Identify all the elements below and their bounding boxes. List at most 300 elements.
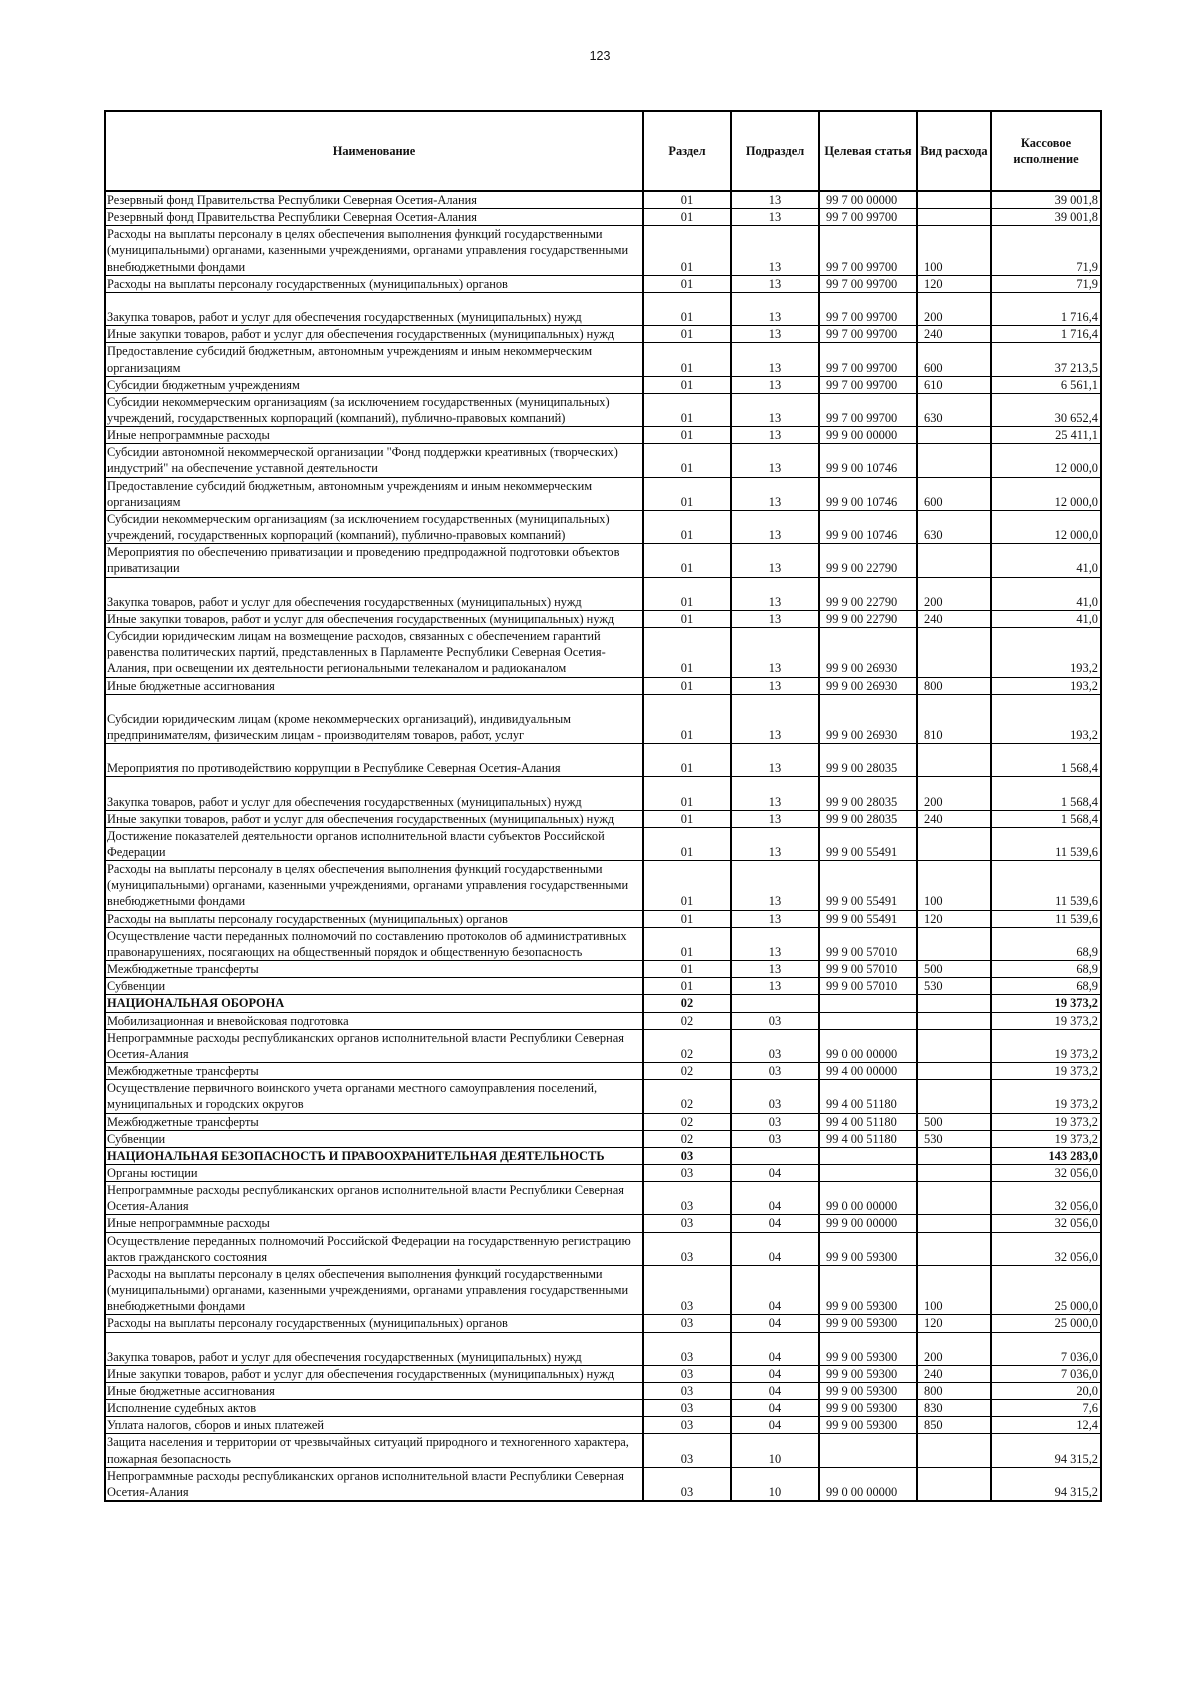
cell-expense-type: 100	[917, 226, 991, 275]
cell-expense-type: 120	[917, 275, 991, 292]
table-row	[105, 827, 1101, 860]
table-row	[105, 1147, 1101, 1164]
cell-section: 02	[643, 1113, 731, 1130]
cell-name: Достижение показателей деятельности органов исполнительной власти субъектов Российской Федерации	[105, 827, 643, 860]
cell-execution: 94 315,2	[991, 1434, 1101, 1467]
cell-section: 01	[643, 577, 731, 610]
cell-target-article: 99 9 00 28035	[819, 744, 917, 777]
cell-subsection: 13	[731, 427, 819, 444]
cell-expense-type	[917, 544, 991, 577]
table-row	[105, 275, 1101, 292]
cell-section: 02	[643, 1080, 731, 1113]
cell-target-article: 99 9 00 26930	[819, 694, 917, 743]
cell-expense-type: 240	[917, 610, 991, 627]
cell-section: 01	[643, 209, 731, 226]
cell-expense-type: 830	[917, 1400, 991, 1417]
cell-expense-type: 500	[917, 1113, 991, 1130]
cell-name: Межбюджетные трансферты	[105, 1063, 643, 1080]
table-body	[105, 191, 1101, 1501]
cell-expense-type: 810	[917, 694, 991, 743]
cell-expense-type	[917, 427, 991, 444]
cell-target-article	[819, 995, 917, 1012]
cell-section: 01	[643, 978, 731, 995]
table-row	[105, 961, 1101, 978]
cell-subsection: 04	[731, 1265, 819, 1314]
cell-name: Иные непрограммные расходы	[105, 1215, 643, 1232]
cell-subsection: 04	[731, 1315, 819, 1332]
cell-section: 01	[643, 961, 731, 978]
cell-subsection: 13	[731, 376, 819, 393]
cell-target-article: 99 9 00 55491	[819, 910, 917, 927]
cell-section: 01	[643, 677, 731, 694]
cell-expense-type: 240	[917, 1365, 991, 1382]
table-row	[105, 343, 1101, 376]
cell-section: 01	[643, 444, 731, 477]
cell-execution: 37 213,5	[991, 343, 1101, 376]
cell-section: 01	[643, 610, 731, 627]
table-row	[105, 1130, 1101, 1147]
header-section: Раздел	[643, 111, 731, 191]
cell-name: Закупка товаров, работ и услуг для обеспечения государственных (муниципальных) нужд	[105, 777, 643, 810]
cell-section: 01	[643, 376, 731, 393]
cell-subsection: 13	[731, 343, 819, 376]
table-row	[105, 1012, 1101, 1029]
cell-subsection: 03	[731, 1113, 819, 1130]
table-row	[105, 1434, 1101, 1467]
cell-section: 01	[643, 628, 731, 677]
cell-execution: 12 000,0	[991, 444, 1101, 477]
cell-expense-type	[917, 628, 991, 677]
cell-name: Межбюджетные трансферты	[105, 961, 643, 978]
cell-subsection: 13	[731, 677, 819, 694]
table-row	[105, 510, 1101, 543]
cell-name: Субвенции	[105, 978, 643, 995]
table-row	[105, 544, 1101, 577]
table-row	[105, 1182, 1101, 1215]
table-row	[105, 1029, 1101, 1062]
cell-subsection: 13	[731, 961, 819, 978]
cell-execution: 1 568,4	[991, 777, 1101, 810]
cell-section: 01	[643, 744, 731, 777]
cell-expense-type: 200	[917, 292, 991, 325]
cell-subsection: 04	[731, 1164, 819, 1181]
cell-name: Субсидии юридическим лицам (кроме некоммерческих организаций), индивидуальным предпринимателям, физическим лицам - производителям товаров, работ, услуг	[105, 694, 643, 743]
cell-target-article: 99 9 00 59300	[819, 1365, 917, 1382]
cell-expense-type	[917, 827, 991, 860]
cell-target-article: 99 9 00 10746	[819, 477, 917, 510]
table-row	[105, 1332, 1101, 1365]
cell-name: Расходы на выплаты персоналу государственных (муниципальных) органов	[105, 910, 643, 927]
cell-subsection: 13	[731, 577, 819, 610]
cell-section: 02	[643, 1012, 731, 1029]
cell-section: 03	[643, 1434, 731, 1467]
cell-execution: 7 036,0	[991, 1332, 1101, 1365]
cell-section: 03	[643, 1400, 731, 1417]
table-row	[105, 995, 1101, 1012]
cell-expense-type: 800	[917, 677, 991, 694]
cell-subsection: 13	[731, 444, 819, 477]
cell-name: Субсидии некоммерческим организациям (за исключением государственных (муниципальных) учреждений, государственных корпораций (компаний), публично-правовых компаний)	[105, 393, 643, 426]
cell-subsection: 13	[731, 777, 819, 810]
cell-subsection: 13	[731, 326, 819, 343]
cell-subsection: 13	[731, 910, 819, 927]
cell-execution: 19 373,2	[991, 995, 1101, 1012]
cell-execution: 71,9	[991, 226, 1101, 275]
cell-section: 03	[643, 1315, 731, 1332]
cell-execution: 68,9	[991, 927, 1101, 960]
cell-subsection: 04	[731, 1215, 819, 1232]
cell-expense-type: 630	[917, 393, 991, 426]
cell-name: Резервный фонд Правительства Республики Северная Осетия-Алания	[105, 191, 643, 209]
cell-target-article	[819, 1147, 917, 1164]
cell-execution: 71,9	[991, 275, 1101, 292]
cell-target-article: 99 7 00 99700	[819, 393, 917, 426]
cell-expense-type	[917, 444, 991, 477]
table-row	[105, 677, 1101, 694]
table-row	[105, 326, 1101, 343]
cell-target-article: 99 9 00 59300	[819, 1400, 917, 1417]
cell-section: 03	[643, 1215, 731, 1232]
cell-target-article: 99 4 00 51180	[819, 1113, 917, 1130]
table-row	[105, 1215, 1101, 1232]
cell-target-article: 99 9 00 59300	[819, 1332, 917, 1365]
cell-section: 03	[643, 1182, 731, 1215]
cell-target-article: 99 9 00 59300	[819, 1315, 917, 1332]
cell-section: 01	[643, 777, 731, 810]
cell-subsection: 10	[731, 1434, 819, 1467]
cell-subsection: 13	[731, 393, 819, 426]
cell-name: Иные закупки товаров, работ и услуг для обеспечения государственных (муниципальных) нужд	[105, 610, 643, 627]
cell-section: 01	[643, 343, 731, 376]
cell-subsection: 13	[731, 477, 819, 510]
cell-expense-type: 100	[917, 1265, 991, 1314]
cell-target-article: 99 9 00 59300	[819, 1232, 917, 1265]
cell-section: 02	[643, 1029, 731, 1062]
table-row	[105, 927, 1101, 960]
cell-subsection: 13	[731, 209, 819, 226]
cell-subsection: 04	[731, 1417, 819, 1434]
cell-target-article: 99 9 00 10746	[819, 444, 917, 477]
cell-name: Иные непрограммные расходы	[105, 427, 643, 444]
cell-subsection: 13	[731, 226, 819, 275]
cell-section: 01	[643, 226, 731, 275]
table-row	[105, 628, 1101, 677]
cell-expense-type	[917, 927, 991, 960]
cell-name: Иные закупки товаров, работ и услуг для обеспечения государственных (муниципальных) нужд	[105, 810, 643, 827]
cell-subsection: 13	[731, 927, 819, 960]
cell-subsection: 13	[731, 275, 819, 292]
cell-subsection: 03	[731, 1080, 819, 1113]
cell-expense-type: 120	[917, 910, 991, 927]
cell-subsection: 03	[731, 1029, 819, 1062]
cell-execution: 32 056,0	[991, 1182, 1101, 1215]
cell-name: Исполнение судебных актов	[105, 1400, 643, 1417]
cell-expense-type	[917, 1164, 991, 1181]
cell-execution: 193,2	[991, 628, 1101, 677]
cell-target-article	[819, 1012, 917, 1029]
cell-expense-type: 200	[917, 1332, 991, 1365]
cell-execution: 41,0	[991, 544, 1101, 577]
cell-execution: 32 056,0	[991, 1232, 1101, 1265]
cell-name: Расходы на выплаты персоналу государственных (муниципальных) органов	[105, 1315, 643, 1332]
cell-target-article: 99 7 00 00000	[819, 191, 917, 209]
table-row	[105, 444, 1101, 477]
cell-target-article: 99 9 00 00000	[819, 427, 917, 444]
cell-target-article: 99 9 00 26930	[819, 628, 917, 677]
cell-expense-type: 100	[917, 861, 991, 910]
cell-section: 01	[643, 393, 731, 426]
cell-name: Межбюджетные трансферты	[105, 1113, 643, 1130]
cell-execution: 30 652,4	[991, 393, 1101, 426]
cell-target-article: 99 0 00 00000	[819, 1029, 917, 1062]
table-row	[105, 910, 1101, 927]
cell-execution: 68,9	[991, 961, 1101, 978]
cell-section: 01	[643, 275, 731, 292]
cell-execution: 39 001,8	[991, 209, 1101, 226]
cell-subsection: 13	[731, 694, 819, 743]
cell-section: 02	[643, 1130, 731, 1147]
header-target-article: Целевая статья	[819, 111, 917, 191]
cell-target-article: 99 9 00 28035	[819, 777, 917, 810]
cell-execution: 193,2	[991, 677, 1101, 694]
cell-expense-type: 530	[917, 1130, 991, 1147]
cell-execution: 1 716,4	[991, 292, 1101, 325]
cell-name: Расходы на выплаты персоналу в целях обеспечения выполнения функций государственными (муниципальными) органами, казенными учреждениями, органами управления государственными внебюджетными фондами	[105, 861, 643, 910]
cell-section: 01	[643, 292, 731, 325]
cell-target-article: 99 4 00 51180	[819, 1130, 917, 1147]
table-row	[105, 393, 1101, 426]
cell-expense-type: 200	[917, 777, 991, 810]
cell-target-article: 99 9 00 59300	[819, 1382, 917, 1399]
cell-expense-type: 200	[917, 577, 991, 610]
cell-subsection: 13	[731, 810, 819, 827]
cell-expense-type: 600	[917, 343, 991, 376]
cell-subsection: 04	[731, 1365, 819, 1382]
cell-name: Иные бюджетные ассигнования	[105, 677, 643, 694]
cell-execution: 25 000,0	[991, 1315, 1101, 1332]
cell-expense-type: 600	[917, 477, 991, 510]
cell-name: Непрограммные расходы республиканских органов исполнительной власти Республики Северная Осетия-Алания	[105, 1467, 643, 1501]
cell-name: Субсидии юридическим лицам на возмещение расходов, связанных с обеспечением гарантий равенства политических партий, представленных в Парламенте Республики Северная Осетия-Алания, при освещении их деятельности региональными телеканалом и радиоканалом	[105, 628, 643, 677]
cell-section: 03	[643, 1147, 731, 1164]
cell-target-article: 99 9 00 00000	[819, 1215, 917, 1232]
cell-execution: 39 001,8	[991, 191, 1101, 209]
table-header-row	[105, 111, 1101, 191]
cell-execution: 94 315,2	[991, 1467, 1101, 1501]
cell-subsection: 13	[731, 191, 819, 209]
cell-execution: 32 056,0	[991, 1215, 1101, 1232]
cell-expense-type	[917, 1215, 991, 1232]
cell-name: Защита населения и территории от чрезвычайных ситуаций природного и техногенного характера, пожарная безопасность	[105, 1434, 643, 1467]
table-row	[105, 292, 1101, 325]
cell-execution: 11 539,6	[991, 827, 1101, 860]
cell-name: Закупка товаров, работ и услуг для обеспечения государственных (муниципальных) нужд	[105, 1332, 643, 1365]
cell-target-article: 99 9 00 28035	[819, 810, 917, 827]
cell-expense-type: 500	[917, 961, 991, 978]
cell-expense-type: 630	[917, 510, 991, 543]
cell-target-article: 99 9 00 57010	[819, 927, 917, 960]
cell-target-article: 99 7 00 99700	[819, 209, 917, 226]
cell-name: НАЦИОНАЛЬНАЯ БЕЗОПАСНОСТЬ И ПРАВООХРАНИТЕЛЬНАЯ ДЕЯТЕЛЬНОСТЬ	[105, 1147, 643, 1164]
cell-execution: 193,2	[991, 694, 1101, 743]
cell-section: 01	[643, 861, 731, 910]
cell-execution: 41,0	[991, 577, 1101, 610]
cell-subsection: 13	[731, 544, 819, 577]
cell-target-article: 99 9 00 57010	[819, 978, 917, 995]
cell-name: Расходы на выплаты персоналу в целях обеспечения выполнения функций государственными (муниципальными) органами, казенными учреждениями, органами управления государственными внебюджетными фондами	[105, 1265, 643, 1314]
cell-name: Предоставление субсидий бюджетным, автономным учреждениям и иным некоммерческим организациям	[105, 477, 643, 510]
cell-expense-type	[917, 1012, 991, 1029]
cell-name: Мероприятия по обеспечению приватизации и проведению предпродажной подготовки объектов приватизации	[105, 544, 643, 577]
cell-section: 01	[643, 927, 731, 960]
cell-execution: 19 373,2	[991, 1063, 1101, 1080]
cell-target-article: 99 9 00 59300	[819, 1417, 917, 1434]
cell-name: Закупка товаров, работ и услуг для обеспечения государственных (муниципальных) нужд	[105, 577, 643, 610]
cell-section: 01	[643, 544, 731, 577]
cell-expense-type	[917, 995, 991, 1012]
cell-name: Органы юстиции	[105, 1164, 643, 1181]
header-execution: Кассовое исполнение	[991, 111, 1101, 191]
table-row	[105, 694, 1101, 743]
table-row	[105, 777, 1101, 810]
cell-name: Осуществление первичного воинского учета органами местного самоуправления поселений, муниципальных и городских округов	[105, 1080, 643, 1113]
table-row	[105, 477, 1101, 510]
table-row	[105, 577, 1101, 610]
cell-expense-type: 120	[917, 1315, 991, 1332]
cell-section: 01	[643, 510, 731, 543]
cell-execution: 32 056,0	[991, 1164, 1101, 1181]
cell-subsection: 13	[731, 978, 819, 995]
cell-expense-type	[917, 191, 991, 209]
cell-execution: 11 539,6	[991, 861, 1101, 910]
cell-subsection: 10	[731, 1467, 819, 1501]
cell-section: 02	[643, 1063, 731, 1080]
cell-execution: 20,0	[991, 1382, 1101, 1399]
cell-subsection: 04	[731, 1332, 819, 1365]
cell-name: Непрограммные расходы республиканских органов исполнительной власти Республики Северная Осетия-Алания	[105, 1182, 643, 1215]
table-row	[105, 427, 1101, 444]
cell-subsection	[731, 995, 819, 1012]
table-row	[105, 978, 1101, 995]
cell-name: Расходы на выплаты персоналу государственных (муниципальных) органов	[105, 275, 643, 292]
cell-target-article: 99 9 00 10746	[819, 510, 917, 543]
cell-name: Мобилизационная и вневойсковая подготовка	[105, 1012, 643, 1029]
table-row	[105, 1080, 1101, 1113]
header-expense-type: Вид расхода	[917, 111, 991, 191]
page-number: 123	[589, 49, 611, 63]
cell-target-article: 99 7 00 99700	[819, 326, 917, 343]
cell-target-article: 99 7 00 99700	[819, 343, 917, 376]
cell-name: Иные бюджетные ассигнования	[105, 1382, 643, 1399]
cell-name: Субсидии автономной некоммерческой организации "Фонд поддержки креативных (творческих) индустрий" на обеспечение уставной деятельности	[105, 444, 643, 477]
cell-target-article: 99 9 00 55491	[819, 827, 917, 860]
budget-execution-table	[104, 110, 1102, 1502]
cell-subsection: 13	[731, 510, 819, 543]
cell-subsection: 13	[731, 610, 819, 627]
cell-section: 03	[643, 1232, 731, 1265]
cell-subsection: 13	[731, 827, 819, 860]
table-row	[105, 1315, 1101, 1332]
cell-expense-type: 240	[917, 326, 991, 343]
cell-section: 03	[643, 1164, 731, 1181]
cell-subsection: 04	[731, 1400, 819, 1417]
cell-target-article: 99 4 00 00000	[819, 1063, 917, 1080]
cell-subsection: 03	[731, 1130, 819, 1147]
cell-expense-type	[917, 209, 991, 226]
cell-target-article	[819, 1434, 917, 1467]
table-row	[105, 1382, 1101, 1399]
table-row	[105, 191, 1101, 209]
cell-name: Расходы на выплаты персоналу в целях обеспечения выполнения функций государственными (муниципальными) органами, казенными учреждениями, органами управления государственными внебюджетными фондами	[105, 226, 643, 275]
cell-target-article: 99 0 00 00000	[819, 1182, 917, 1215]
cell-subsection: 13	[731, 292, 819, 325]
cell-expense-type	[917, 1467, 991, 1501]
cell-target-article: 99 9 00 22790	[819, 610, 917, 627]
cell-section: 01	[643, 326, 731, 343]
cell-name: Субвенции	[105, 1130, 643, 1147]
cell-name: Иные закупки товаров, работ и услуг для обеспечения государственных (муниципальных) нужд	[105, 1365, 643, 1382]
cell-target-article: 99 7 00 99700	[819, 275, 917, 292]
cell-target-article: 99 9 00 57010	[819, 961, 917, 978]
cell-execution: 41,0	[991, 610, 1101, 627]
cell-name: Субсидии некоммерческим организациям (за исключением государственных (муниципальных) учреждений, государственных корпораций (компаний), публично-правовых компаний)	[105, 510, 643, 543]
cell-expense-type	[917, 744, 991, 777]
cell-target-article: 99 0 00 00000	[819, 1467, 917, 1501]
cell-section: 03	[643, 1467, 731, 1501]
cell-target-article: 99 7 00 99700	[819, 226, 917, 275]
cell-execution: 19 373,2	[991, 1012, 1101, 1029]
cell-name: Осуществление части переданных полномочий по составлению протоколов об административных правонарушениях, посягающих на общественный порядок и общественную безопасность	[105, 927, 643, 960]
cell-execution: 12 000,0	[991, 510, 1101, 543]
cell-expense-type: 800	[917, 1382, 991, 1399]
cell-execution: 7,6	[991, 1400, 1101, 1417]
cell-expense-type	[917, 1063, 991, 1080]
cell-expense-type	[917, 1147, 991, 1164]
cell-name: Субсидии бюджетным учреждениям	[105, 376, 643, 393]
cell-execution: 19 373,2	[991, 1029, 1101, 1062]
cell-execution: 19 373,2	[991, 1113, 1101, 1130]
cell-target-article: 99 4 00 51180	[819, 1080, 917, 1113]
cell-expense-type	[917, 1029, 991, 1062]
cell-execution: 19 373,2	[991, 1080, 1101, 1113]
cell-subsection: 13	[731, 628, 819, 677]
cell-execution: 1 568,4	[991, 810, 1101, 827]
cell-execution: 143 283,0	[991, 1147, 1101, 1164]
cell-section: 03	[643, 1332, 731, 1365]
cell-subsection: 13	[731, 861, 819, 910]
table-row	[105, 226, 1101, 275]
cell-subsection: 04	[731, 1232, 819, 1265]
cell-subsection: 04	[731, 1182, 819, 1215]
table-row	[105, 1467, 1101, 1501]
cell-name: Резервный фонд Правительства Республики Северная Осетия-Алания	[105, 209, 643, 226]
cell-execution: 1 568,4	[991, 744, 1101, 777]
cell-target-article: 99 9 00 22790	[819, 577, 917, 610]
cell-subsection: 04	[731, 1382, 819, 1399]
table-row	[105, 1265, 1101, 1314]
cell-execution: 12,4	[991, 1417, 1101, 1434]
table-row	[105, 1400, 1101, 1417]
cell-section: 03	[643, 1365, 731, 1382]
cell-section: 02	[643, 995, 731, 1012]
cell-target-article: 99 7 00 99700	[819, 376, 917, 393]
table-row	[105, 810, 1101, 827]
cell-execution: 25 411,1	[991, 427, 1101, 444]
cell-section: 01	[643, 910, 731, 927]
table-row	[105, 376, 1101, 393]
cell-subsection	[731, 1147, 819, 1164]
cell-target-article: 99 9 00 55491	[819, 861, 917, 910]
